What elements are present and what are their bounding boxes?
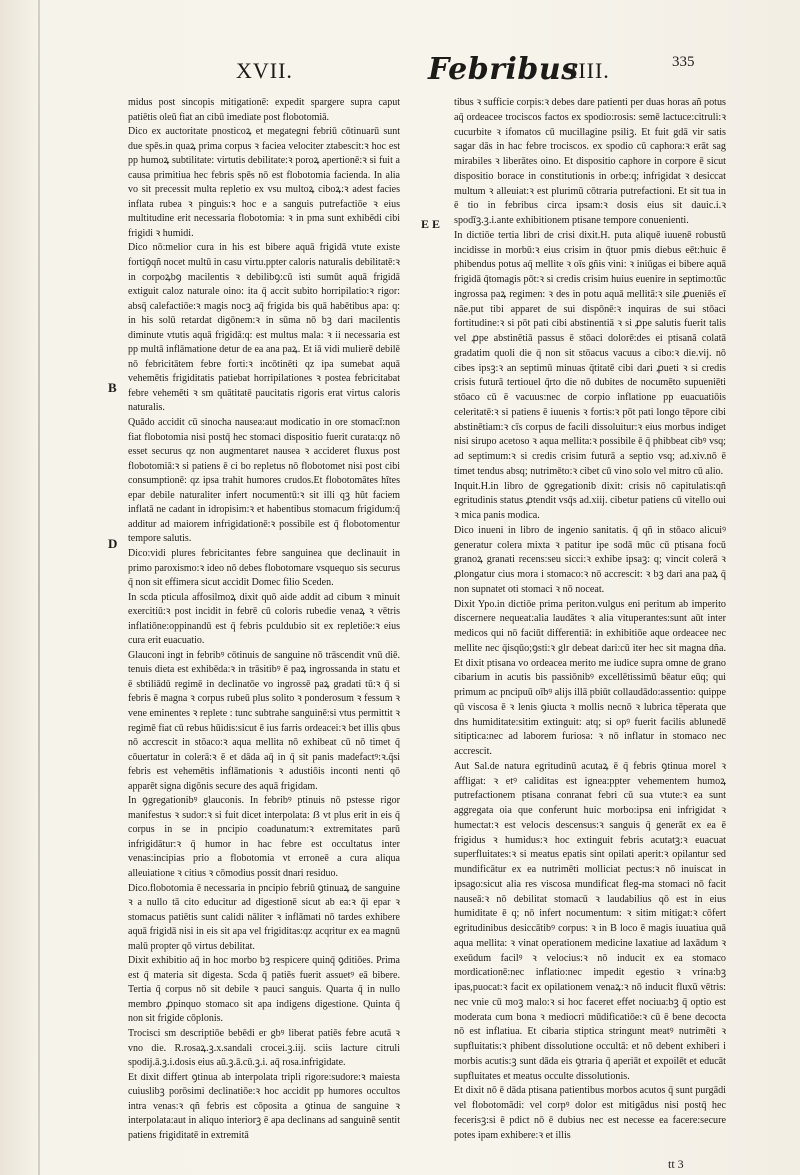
paragraph: Glauconi ingt in febribꝰ cōtinuis de sanguine nō trāscendit vnū diē. tenuis dieta est exhibēda:ꝛ in trāsitibꝰ ē paꝝ ingrossanda in statu et ē sbtiliādū regimē in declinatōe vo ingrossē paꝝ gradati tū:ꝛ q̄ si febris ē magna ꝛ corpus rubeū plus solito ꝛ ponderosum ꝛ fessum ꝛ vene eminentes ꝛ replete : tunc subtrahe sanguinē:si vtus permittit ꝛ regimē fiat cū rebus hūidis:sicut ē ius farris ordeacei:ꝛ bet illis qbus nō accrescit in stōaco:ꝛ aqua mellita nō exhibeat cū nō timet q̄ cōuertatur in colerā:ꝛ ē et dāda aq̄ in q̄ sit panis madefactꝰ:ꝛ.q̄si febris est vehemētis inflāmationis ꝛ adustiōis inconti nenti qō apparēt signa digōnis secure des aquā frigidam.: [128, 649, 400, 792]
binding-gutter: [38, 0, 40, 1175]
paragraph: Quādo accidit cū sinocha nausea:aut modicatio in ore stomacī:non fiat flobotomia nisi postq̄ hec stomaci dispositio fuerit curata:qz nō esset securus qz non augmentaret nausea ꝛ accideret fluxus post flobotomiā:ꝛ si patiens ē ci bo repletus nō flobotomet nisi post cibi consumptionē: qz ipsa trahit humores crudos.Et flobotomātes hītes epar debile naturaliter infert nocumentū:ꝛ sit illi qꝫ hūt faciem inflatā ne cadant in idropisim:ꝛ et habentibus stomacum frigidum:q̄ additur ad maiorem infrigidationē:ꝛ possibile est q̄ flobotomentur tempore salutis.: [128, 417, 400, 545]
paragraph: Dixit exhibitio aq̄ in hoc morbo bꝫ respicere quinq̄ ꝯditiōes. Prima est q̄ materia sit digesta. Scda q̄ patiēs fuerit assuetꝰ eā bibere. Tertia q̄ corpus nō sit debile ꝛ pauci sanguis. Quarta q̄ in nullo membro ꝓpinquo stomaco sit apa indigens digestione. Quinta q̄ non sit frigide cōplonis.: [128, 955, 400, 1025]
paragraph: Dixit Ypo.in dictiōe prima periton.vulgus eni peritum ab imperito discernere nequeat:alia laudātes ꝛ alia vituperantes:sunt aūt inter medicos qui nō faciūt differentiā: in exhibitiōe aque ordeacee nec mellite nec q̄isqūo;ꝯsti:ꝛ glr debeat dari:cū iter hec sit magna dña. Et dixit ptisana vo ordeacea merito me iudice supra omne de grano cibarium in acutis bis passiōnibꝰ excellētissimū bēatur eūq; qui primum ac pncipuū oībꝰ alijs illā pbiūt collaudādo:assentio: quippe qū viscosa ē ꝛ lenis ꝯiucta ꝛ mollis necnō ꝛ lubrica tēperata que dns humiditate:sitim extinguit: atq; si opꝰ fuerit facilis ablunedē sitiptica:nec ad laborem furiosa: ꝛ nō inflatur in stomaco nec accrescit.: [454, 598, 726, 757]
margin-letter-b: B: [108, 380, 117, 395]
paragraph: tibus ꝛ sufficie corpis:ꝛ debes dare patienti per duas horas añ potus aq̄ ordeacee trociscos factos ex spodio:rosis: semē lactuce:citruli:ꝛ cucurbite ꝛ ifomatos cū mucillagine psiliꝫ. Et fuit gdā vir satis sagar dās in hac febre trociscos. ex spodio cū caphora:ꝛ erāt sag mirabiles ꝛ liberātes oino. Et dispositio caphore in corpore ē sicut dispositio borace in constitutionis in orbe:q; infrigidat ꝛ desiccat multum ꝛ alleuiat:ꝛ est plurimū cōtraria putrefactioni. Et sit tua in ē tio in febribus circa ipsam:ꝛ dosis eius sit dauic.i.ꝛ spodīꝫ.ꝫ.i.ante exhibitionem ptisane tempore conuenienti.: [454, 97, 726, 226]
paragraph: Et dixit differt ꝯtinua ab interpolata tripli rigore:sudore:ꝛ maiesta cuiuslibꝫ porōsimi declinatiōe:ꝛ hoc accidit pp humores occultos intra venas:ꝛ qñ febris est cōposita a ꝯtinua de sanguine ꝛ interpolata:aut in aliquo interiorꝫ ē apa declinans ad sanguinē sentit patiens frigiditatē in extremitā: [128, 1071, 400, 1141]
chapter-number: XVII.: [236, 58, 293, 83]
section-number: IIII.: [570, 58, 610, 83]
paragraph: Et dixit nō ē dāda ptisana patientibus morbos acutos q̄ sunt purgādi vel flobotomādi: vel corpꝰ dolor est mitigādus nisi postq̄ hec fecerisꝫ:si ē pdict nō ē dubius nec est necesse ea facere:secure potes ipam exhibere:ꝛ et illis: [454, 1085, 726, 1141]
right-text-column: [454, 96, 726, 1143]
paragraph: In scda pticula affosilmoꝝ dixit quō aide addit ad cibum ꝛ minuit exercitiū:ꝛ post incidit in febrē cū coloris rubedie venaꝝ ꝛ vētris inflatiōne:oppinandū est q̄ febris pculdubio sit ex repletiōe:ꝛ eius cura erit euacuatio.: [128, 591, 400, 647]
running-title: Febribus: [428, 52, 579, 87]
folio-number: 335: [672, 54, 695, 70]
paragraph: Dico:vidi plures febricitantes febre sanguinea que declinauit in primo paroxismo:ꝛ ideo nō debes flobotomare vsquequo sis securus q̄ non sit effimera sicut accidit Domec filio Sceden.: [128, 547, 400, 589]
paragraph: Trocisci sm descriptiōe bebēdi er gbꝰ liberat patiēs febre acutā ꝛ vno die. R.rosaꝝ.ꝫ.x.sandali crocei.ꝫ.iij. sciis lacture citruli spodij.ā.ꝫ.i.dosis eius aū.ꝫ.ā.cū.ꝫ.i. aq̄ rosa.infrigidate.: [128, 1028, 400, 1069]
paragraph: Dico.flobotomia ē necessaria in pncipio febriū ꝯtinuaꝝ de sanguine ꝛ a nullo tā cito educitur ad digestionē sicut ab ea:ꝛ q̄i epar ꝛ stomacus patiētis sunt calidi nāliter ꝛ inflāmati nō tardes exhibere aquā frigidā nisi in eis sit apa vel frigiditas:qz acqritur ex ea magnū malū propter qō virtus debilitat.: [128, 882, 400, 952]
signature-mark: tt 3: [668, 1157, 684, 1171]
margin-letter-ee: E E: [421, 217, 441, 231]
paragraph: Dico ex auctoritate pnosticoꝝ et megategni febriū cōtinuarū sunt due spēs.in quaꝝ prima corpus ꝛ faciea velociter ztabescit:ꝛ hoc est pp humoꝝ subtilitate: virtutis debilitate:ꝛ poroꝝ apertionē:ꝛ si fuit a causa primitiua hec febris spēs nō est flobotomia facienda. In alia vo sit precessit multa repletio ex vsu multoꝝ ciboꝝ:ꝛ adest facies inflata rubea ꝛ pinguis:ꝛ hoc e a sanguis putrefactiōe ꝛ eius multitudine erit necessaria flobotomia: ꝛ in pma sunt exhibēdi cibi frigidi ꝛ humidi.: [128, 126, 400, 239]
paragraph: Aut Sal.de natura egritudinū acutaꝝ ē q̄ febris ꝯtinua morel ꝛ affligat: ꝛ etꝰ caliditas est ignea:ppter vehementem humoꝝ putrefactionem ptisana conranat febri cū sua vtute:ꝛ ea sunt aggregata oia que conferunt huic morbo:ipsa eni infrigidat ꝛ humectat:ꝛ est velocis descensus:ꝛ sanguis q̄ generāt ex ea ē frigidus ꝛ humidus:ꝛ hoc extinguit febris acutatꝫ:ꝛ euacuat superfluitates:ꝛ si meatus epatis sint opilati aperit:ꝛ opilantur sed mundificātur ex ea nutrimēti molliciat pectus:ꝛ nō inuiscat in ipsago:sicut alia res viscosa mundificat fleg-ma stomaci nō facit nauseā:ꝛ nō debilitat stomacū ꝛ laudabilius qō est in eius humiditate ē q; nō infert nocumentum: ꝛ sitim mitigat:ꝛ cōfert egritudinibus desiccātibꝰ corpus: ꝛ in B loco ē magis iuuatiua quā aqua mellita: ꝛ vinat operationem medicine laxatiue ad laxādum ꝛ exeūdum facilꝰ ꝛ velocius:ꝛ nō inducit ex ea stomaco mordicationē:nec inflatio:nec impedit egestio ꝛ vrina:bꝫ ipas,puocat:ꝛ facit ex opilationem venaꝝ:ꝛ nō inducit fluxū vētris: nec vnie cū moꝫ malo:ꝛ si hoc faceret effet nociua:bꝫ q̄ optio est moderata cum bona ꝛ mediocri mūdificatiōe:ꝛ cū ē bene decocta nō est inflatiua. Et cibaria stiptica stringunt meatꝰ nutrimēti ꝛ supfluitatis:ꝛ phibent dissolutione occultā: et nō debent exhiberi i morbis acutis:ꝫ sunt dāda eis ꝯtraria q̄ aperiāt et expoilēt et educāt supfluitates et meatus occulte dissolutionis.: [454, 760, 726, 1082]
paragraph: Dico nō:melior cura in his est bibere aquā frigidā vtute existe fortiꝯqñ nocet multū in casu virtu.ppter caloris naturalis debilitatē:ꝛ in corpoꝝbꝯ macilentis ꝛ debilibꝯ:cū isti sumūt aquā frigidā extiguit caloz naturale oino: ita q̄ accit subito horripilatio:ꝛ rigor: absq̄ calefactiōe:ꝛ magis nocꝫ aq̄ frigida bis quā habētibus apa: q: in his solū retardat digōnem:ꝛ in sūma nō bꝫ dari macilentis diminute vtutis aquā frigidā:q: est multus mala: ꝛ ii necessaria est pp multā inflāmatione detur de ea ana paꝝ. Et iā vidi mulierē debilē nō febricitātem febre forti:ꝛ incōtinēti qz ipa sumebat aquā vehemētis frigiditatis patiebat horripilationes ꝛ postea febricitabat febre vehemēti ꝛ sm quātitatē paucitatis rigoris erat virtus caloris naturalis.: [128, 242, 400, 414]
margin-letter-d: D: [108, 536, 118, 551]
paragraph: midus post sincopis mitigationē: expedit spargere supra caput patiētis oleū fiat an cibū imediate post flobotomiā.: [128, 97, 400, 123]
running-head: [0, 52, 800, 92]
paragraph: In ꝯgregationibꝰ glauconis. In febribꝰ ptinuis nō pstesse rigor manifestus ꝛ sudor:ꝛ si fuit dicet interpolata: ẞ vt plus erit in eis q̄ corpus in se in pncipio coadunatum:ꝛ extremitates parū infrigidātur:ꝛ q̄ humor in hac febre est occultatus inter venas:incipias prio a flobotomia vt erroneē a cura aliqua alleuiatione ꝛ citius ꝛ cōmodius possit dnari residuo.: [128, 795, 400, 879]
left-text-column: [128, 96, 400, 1143]
paragraph: Dico inueni in libro de ingenio sanitatis. q̄ qñ in stōaco alicuiꝰ generatur colera mixta ꝛ patitur ipe sodā mūc cū ptisana focū granoꝝ granati recens:seu sicci:ꝛ exhibe ipsaꝫ: q; vincit colerā ꝛ ꝓlongatur cius mora i stomaco:ꝛ nō accrescit: ꝛ bꝫ dari ana paꝝ q̄ non supnatet oti stomaci ꝛ nō noceat.: [454, 524, 726, 595]
paragraph: In dictiōe tertia libri de crisi dixit.H. puta aliquē iuuenē robustū incidisse in morbū:ꝛ eius crisim in q̄tuor pmis diebus eēt:huic ē phibendus potus aq̄ mellite ꝛ oīs gñis vini: ꝛ iniūgas ei bibere aquā frigidā q̄tomagis pōt:ꝛ si credis crisim huius euenire in septimo:tūc ingrossa paꝝ regimen: ꝛ des in potu aquā mellitā:ꝛ sile ꝓueniēs eī nāe.put tibi apparet de sui dispōnē:ꝛ inquiras de sui stōaci fortitudine:ꝛ si pōt pati cibi abstinentiā ꝛ si ꝓpe salutis fuerit talis vel ꝓpe abstinētiā passus ē stōaci dolorē:des ei ptisanā colatā gradatim quoli die q̄ non sit stōacus vacuus a cibo:ꝛ die.vij. nō cibes ipsꝫ:ꝛ an septimū minuas q̄titatē cibi dari ꝓueti ꝛ si credis crisis futurā tertiouel q̄rto die nō dubites de nocumēto supueniēti stōaco cū ē vacuus:nec de corpio inflatione pp euacuatiōis celeritatē:ꝛ si patiens ē iuuenis ꝛ fortis:ꝛ pōt pati longo tēpore cibi abstinētiam:ꝛ cīs corpus de facili dissoluitur:ꝛ eius morbus indiget nisi sirupo acetoso ꝛ aqua mellita:ꝛ possibile ē q̄ phibbeat cibꝰ vsq; ad septimum:ꝛ si credis crisim futurā a septio vsq; ad.xiv.nō ē timet tendus absq; nutrimēto:ꝛ cibet cū vino solo vel mitro cū alio.: [454, 229, 726, 477]
paragraph: Inquit.H.in libro de ꝯgregationib dixit: crisis nō capitulatis:qñ egritudinis status ꝓtendit vsq̄s ad.xiij. cibetur patiens cū vitello oui ꝛ mica panis modica.: [454, 480, 726, 521]
